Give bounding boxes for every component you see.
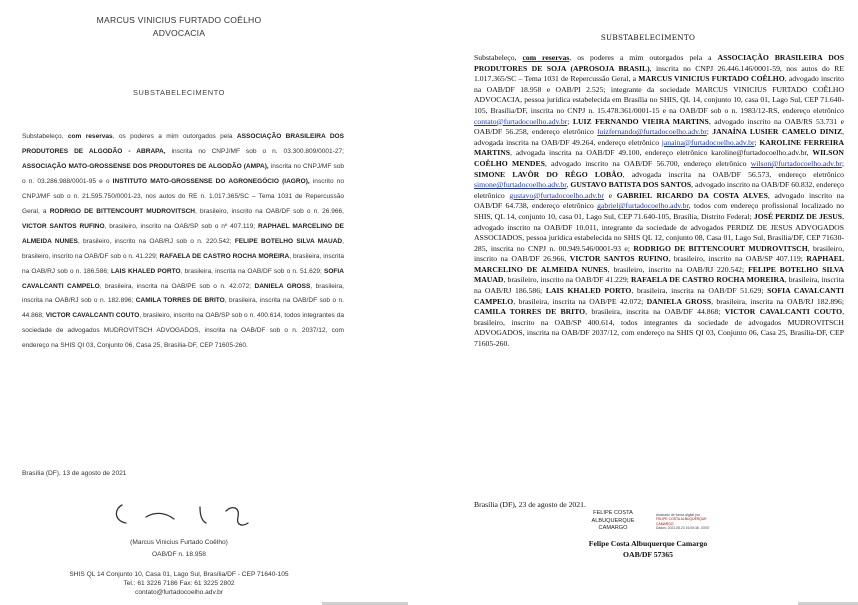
email-link[interactable]: gustavo@furtadocoelho.adv.br (509, 190, 604, 200)
body-text: , advogado inscrito na OAB/RS 53.731 e OAB/DF 56.258, endereço eletrônico (474, 116, 844, 137)
lawyer-name: CAMILA TORRES DE BRITO (474, 307, 586, 317)
body-text: , brasileiro, inscrito na OAB/DF 41.229; (503, 275, 631, 285)
body-text: ; (706, 127, 713, 137)
email-link[interactable]: janaina@furtadocoelho.adv.br (661, 137, 755, 147)
lawyer-name: JOSÉ PERDIZ DE JESUS (753, 211, 843, 221)
body-text: , brasileiro, inscrito na OAB/DF 26.966, (474, 243, 845, 264)
lawyer-name: LUIZ FERNANDO VIEIRA MARTINS (572, 116, 709, 126)
handwritten-signature (108, 497, 268, 531)
stamp-line: CAMARGO (656, 521, 674, 526)
body-bold: com reservas (67, 133, 113, 140)
body-text: , os poderes a mim outorgados pela a (569, 53, 718, 62)
lawyer-name: LAIS KHALED PORTO (110, 267, 181, 275)
letterhead-subtitle: ADVOCACIA (152, 28, 206, 38)
letterhead (0, 14, 358, 40)
body-text: Substabeleço, (22, 133, 68, 140)
lawyer-name: VICTOR SANTOS RUFINO (569, 254, 669, 264)
lawyer-name: GABRIEL RICARDO DA COSTA ALVES (616, 190, 768, 200)
email-link[interactable]: gabriel@furtadocoelho.adv.br (597, 201, 689, 211)
digital-signature-details (656, 513, 726, 531)
lawyer-name: RAFAELA DE CASTRO ROCHA MOREIRA (159, 252, 290, 260)
body-text: , brasileiro, inscrito na OAB/RJ sob o n. 220.542; (77, 237, 235, 245)
lawyer-name: FELIPE BOTELHO SILVA MAUAD (234, 237, 343, 245)
body-text: inscrita no CNPJ/MF sob o n. 03.286.988/0001-95 e o (22, 162, 344, 185)
lawyer-name: WILSON COÊLHO MENDES (474, 148, 844, 168)
body-text: , brasileiro, inscrito na OAB/SP sob o nº 407.119; (104, 222, 259, 230)
lawyer-name: MARCUS VINICIUS FURTADO COÊLHO (638, 74, 785, 84)
body-text: , brasileira, inscrita na OAB/RJ 182.896; (711, 296, 844, 306)
body-text: , brasileiro, inscrito na OAB/DF sob o n. 26.966, (195, 207, 344, 215)
body-text: , brasileira, inscrita na OAB/DF 44.868; (585, 307, 725, 317)
body-text: , advogado inscrito na OAB/DF 18.958 e OAB/PI 2.525; integrante da sociedade MARCUS VINICIUS FURTADO COÊLHO ADVOCACIA, pessoa jurídica estabelecida em Brasília no SHIS, QL 14, conjunto 10, casa 01, Lago Sul, CEP 71.640-105, Brasília/DF, inscrita no CNPJ n. 15.478.361/0001-15 e na OAB/DF sob o n. 1983/12-RS, endereço eletrônico (474, 74, 845, 115)
body-text: Substabeleço, (474, 53, 523, 62)
body-text: , brasileiro, inscrito na OAB/DF sob o n. 41.229; (22, 237, 344, 260)
body-text: , brasileira, inscrita na OAB/DF sob o n. 51.629; (180, 267, 324, 275)
stamp-line: FELIPE COSTA (593, 510, 633, 516)
signer-oab: OAB/DF n. 18.958 (152, 551, 206, 558)
lawyer-name: SIMONE LAVÔR DO RÊGO LOBÃO (474, 169, 623, 179)
document-title: SUBSTABELECIMENTO (132, 88, 226, 97)
page-footer (0, 570, 358, 598)
stamp-line: Dados: 2021.08.23 16:05:38 -03'00' (656, 526, 710, 531)
email-link[interactable]: simone@furtadocoelho.adv.br (474, 180, 567, 190)
signer-name: Felipe Costa Albuquerque Camargo (588, 539, 708, 548)
lawyer-name: FELIPE BOTELHO SILVA MAUAD (474, 264, 845, 285)
party-name: INSTITUTO MATO-GROSSENSE DO AGRONEGÓCIO (IAGRO), (112, 177, 310, 185)
lawyer-name: RAFAELA DE CASTRO ROCHA MOREIRA (630, 275, 785, 285)
body-text: inscrito no CNPJ/MF sob o n. 21.595.750/0001-23, nos autos do RE n. 1.017.365/SC – Tema 1031 de Repercussão Geral, a (22, 177, 344, 215)
body-text: , advogado inscrito na OAB/DF 60.832, endereço eletrônico (474, 180, 845, 200)
body-text: , advogado inscrito na OAB/DF 64.738, endereço eletrônico (474, 190, 844, 211)
email-link[interactable]: wilson@furtadocoelho.adv.br (750, 158, 842, 168)
digital-signature-name (578, 510, 648, 533)
lawyer-name: DANIELA GROSS (646, 296, 712, 306)
body-text: , brasileira, inscrita na OAB/PE sob o n. 42.072; (99, 282, 255, 290)
body-text: inscrita no CNPJ/MF sob o n. 03.300.809/0001-27; (165, 147, 344, 155)
footer-email: contato@furtadocoelho.adv.br (135, 589, 223, 597)
document-body (22, 130, 344, 354)
body-text: , brasileira, inscrita na OAB/PE 42.072; (513, 296, 647, 306)
body-text: , inscrita no CNPJ 26.446.146/0001-59, nos autos do RE 1.017.365/SC – Tema 1031 de Repercussão Geral, a (474, 63, 844, 84)
stamp-line: Assinado de forma digital por (656, 513, 700, 517)
lawyer-name: VICTOR CAVALCANTI COUTO (724, 307, 843, 317)
lawyer-name: CAMILA TORRES DE BRITO (135, 297, 225, 305)
lawyer-name: VICTOR SANTOS RUFINO (22, 222, 105, 230)
body-text: , brasileiro, inscrito na OAB/SP sob o n. 400.614, todos integrantes da sociedade de advogados MUDROVITSCH ADVOGADOS, inscrita na OAB/DF sob o n. 2037/12, com endereço na SHIS QI 03, Conjunto 06, Casa 25, Brasília-DF, CEP 71605-260. (22, 312, 344, 350)
letterhead-firm-name: MARCUS VINICIUS FURTADO COÊLHO (96, 15, 262, 25)
body-text: , brasileira, inscrita na OAB/RJ sob o n. 186.586; (22, 252, 344, 275)
signer-name: (Marcus Vinicius Furtado Coêlho) (130, 539, 228, 546)
email-link[interactable]: luizfernando@furtadocoelho.adv.br (597, 127, 707, 137)
lawyer-name: RODRIGO DE BITTENCOURT MUDROVITSCH (633, 243, 808, 253)
body-text: , brasileira, inscrita na OAB/RJ sob o n. 182.896; (22, 282, 344, 305)
body-text: , brasileira, inscrita na OAB/DF sob o n. 44.868; (22, 297, 344, 320)
party-name: ASSOCIAÇÃO MATO-GROSSENSE DOS PRODUTORES DE ALGODÃO (AMPA), (22, 162, 269, 170)
body-text: , brasileiro, inscrito na OAB/SP 400.614, todos integrantes da sociedade de advogados MUDROVITSCH ADVOGADOS, inscrita na OAB/DF 2037/12, com endereço na SHIS QI 03, Conjunto 06, Casa 25, Brasília-DF, CEP 71605-260. (474, 307, 844, 349)
footer-address: SHIS QL 14 Conjunto 10, Casa 01, Lago Sul, Brasília/DF - CEP 71640-105 (69, 571, 289, 578)
footer-phone: Tel.: 61 3226 7186 Fax: 61 3225 2802 (123, 580, 235, 588)
stamp-line: CAMARGO (598, 525, 628, 532)
body-underlined: com reservas (522, 53, 570, 62)
email-link[interactable]: contato@furtadocoelho.adv.br (474, 116, 568, 126)
body-text: , advogada inscrita na OAB/DF 49.264, endereço eletrônico (474, 127, 844, 147)
party-name: ASSOCIAÇÃO BRASILEIRA DOS PRODUTORES DE SOJA (APROSOJA BRASIL) (474, 53, 844, 73)
body-text: , (566, 180, 571, 190)
body-text: , advogado inscrito na OAB/DF 10.011, integrante da sociedade de advogados PERDIZ DE JESUS ADVOGADOS ASSOCIADOS, pessoa jurídica estabelecida no SHIS QL 12, conjunto 08, Casa 01, Lago Sul, Brasília/DF, CEP 71630-285, inscrita no CNPJ n. 00.949.546/0001-93 e; (474, 211, 844, 253)
lawyer-name: LAIS KHALED PORTO (545, 286, 632, 296)
body-text: , brasileiro, inscrito na OAB/RJ 220.542; (607, 264, 749, 274)
document-date: Brasília (DF), 23 de agosto de 2021. (474, 500, 586, 509)
body-text: , advogado inscrito na OAB/DF 56.700, endereço eletrônico (544, 158, 751, 168)
signature-block (438, 538, 858, 560)
document-date: Brasília (DF), 13 de agosto de 2021 (22, 470, 127, 477)
lawyer-name: RODRIGO DE BITTENCOURT MUDROVITSCH (49, 207, 196, 215)
party-name: ASSOCIAÇÃO BRASILEIRA DOS PRODUTORES DE ALGODÃO - ABRAPA, (22, 133, 345, 155)
lawyer-name: DANIELA GROSS (254, 282, 311, 290)
lawyer-name: RAPHAEL MARCELINO DE ALMEIDA NUNES (474, 254, 845, 274)
body-text: ; (754, 137, 760, 147)
lawyer-name: KAROLINE FERREIRA MARTINS (474, 137, 844, 158)
signer-oab: OAB/DF 57365 (623, 550, 673, 559)
right-document-page (438, 0, 858, 605)
lawyer-name: RAPHAEL MARCELINO DE ALMEIDA NUNES (22, 222, 345, 245)
stamp-line: ALBUQUERQUE (591, 517, 635, 524)
stamp-line: FELIPE COSTA ALBUQUERQUE (656, 517, 707, 522)
body-text: , os poderes a mim outorgados pela (112, 133, 237, 140)
body-text: , advogada inscrita na OAB/DF 49.100, endereço eletrônico karoline@furtadocoelho.adv.br, (510, 148, 813, 158)
lawyer-name: JANAÍNA LUSIER CAMELO DINIZ (712, 127, 843, 137)
body-text: , brasileiro, inscrito na OAB/SP 407.119; (668, 254, 807, 264)
body-text: , brasileira, inscrita na OAB/DF 51.629; (631, 286, 768, 296)
body-text: ; (841, 158, 844, 168)
lawyer-name: SOFIA CAVALCANTI CAMPELO (474, 286, 844, 306)
left-document-page (0, 0, 420, 605)
document-title: SUBSTABELECIMENTO (600, 33, 696, 42)
body-text: e (603, 190, 617, 200)
lawyer-name: VICTOR CAVALCANTI COUTO (45, 312, 140, 320)
body-text: , brasileira, inscrita na OAB/RJ 186.586; (474, 275, 844, 296)
lawyer-name: SOFIA CAVALCANTI CAMPELO (22, 267, 344, 290)
signature-block (0, 537, 358, 561)
document-body (474, 53, 844, 350)
body-text: , todos com endereço profissional localizado no SHIS, QL 14, conjunto 10, casa 01, Lago Sul, CEP 71.640-105, Brasília, Distrito Federal; (474, 201, 844, 221)
body-text: ; (567, 116, 573, 126)
lawyer-name: GUSTAVO BATISTA DOS SANTOS (570, 180, 692, 190)
body-text: , advogada inscrita na OAB/DF 56.573, endereço eletrônico (622, 169, 844, 179)
